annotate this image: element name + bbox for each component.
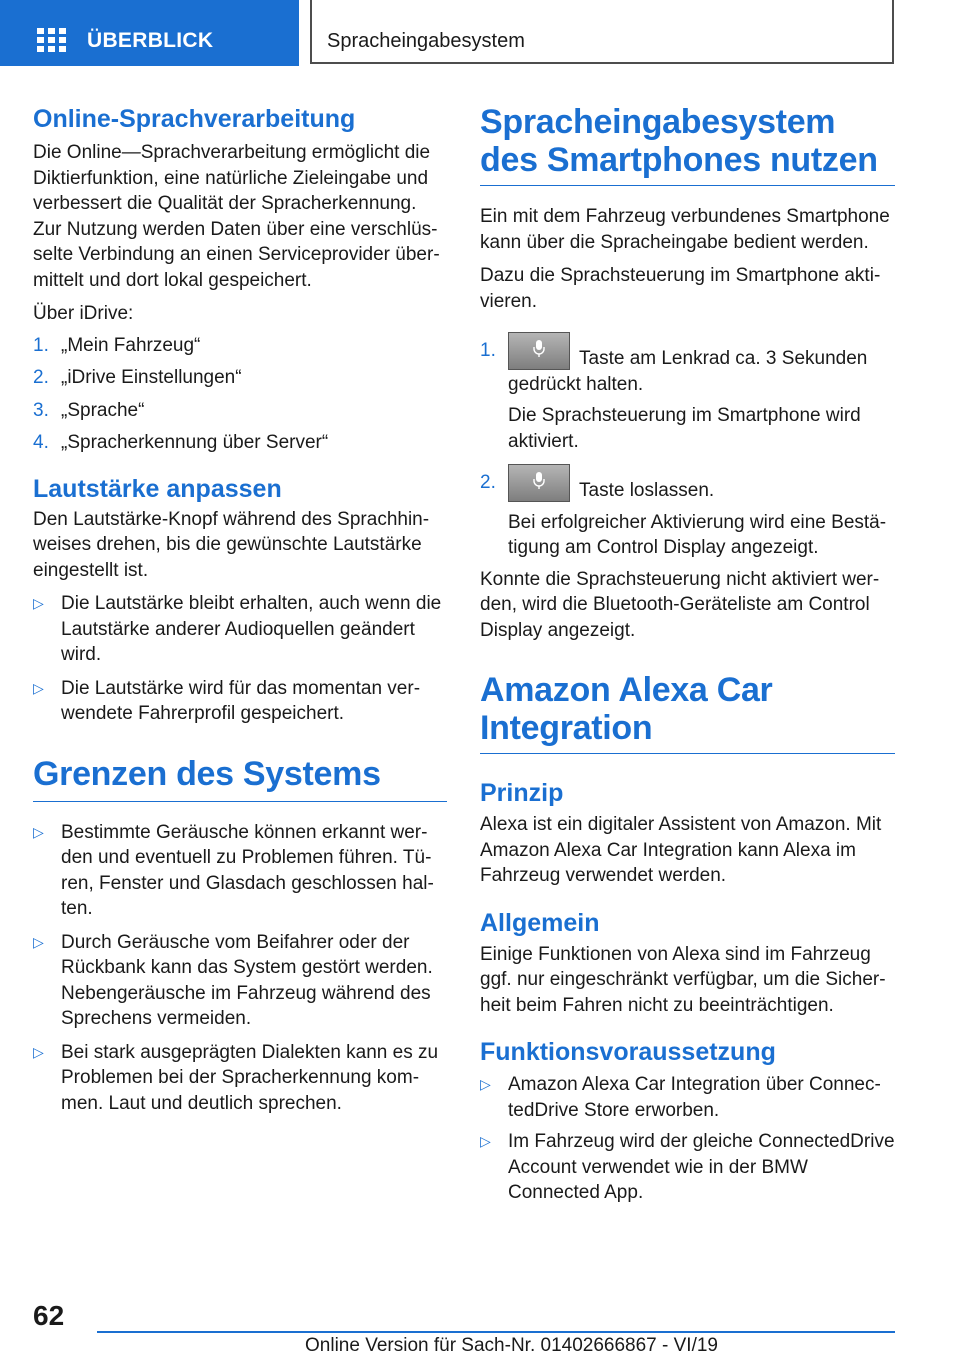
step-subtext: Bei erfolgreicher Aktivierung wird eine Bestätigung am Control Display angezeigt. [508,511,887,558]
left-column [33,95,447,1116]
grid-icon [37,28,67,52]
bullet-text: Die Lautstärke bleibt erhalten, auch wenn die Lautstärke anderer Audioquellen geändert wird. [61,593,442,665]
volume-body: Den Lautstärke-Knopf während des Sprachhinweises drehen, bis die gewünschte Lautstärke eingestellt ist. [33,508,430,581]
page-number: 62 [33,1300,65,1331]
step-text: „Mein Fahrzeug“ [61,334,201,356]
bullet-text: Die Lautstärke wird für das momentan verwendete Fahrerprofil gespeichert. [61,677,421,724]
list-item [33,930,447,1032]
topic-tab [310,0,894,64]
step-text: Taste am Lenkrad ca. 3 Sekunden gedrückt halten. [508,348,868,395]
triangle-bullet-icon: ▷ [480,1133,491,1149]
step-number: 2. [33,367,49,388]
microphone-icon [533,472,545,490]
list-item [33,333,447,359]
footer-version-text: Online Version für Sach-Nr. 01402666867 - VI/19 [305,1335,718,1356]
steering-voice-button-image [508,332,570,370]
steering-voice-button-image [508,464,570,502]
section-title-online: Online-Sprachverarbeitung [33,105,356,133]
bullet-text: Bestimmte Geräusche können erkannt werden und eventuell zu Problemen führen. Türen, Fenster und Glasdach geschlossen halten. [61,821,434,919]
requirements-bullets [480,1072,895,1206]
idrive-label: Über iDrive: [33,303,134,324]
list-item [33,1040,447,1117]
triangle-bullet-icon: ▷ [33,823,44,840]
smartphone-intro: Ein mit dem Fahrzeug verbundenes Smartphone kann über die Spracheingabe bedient werden. [480,206,890,253]
limits-bullets [33,820,447,1117]
step-subtext: Die Sprachsteuerung im Smartphone wird aktiviert. [508,405,861,452]
list-item [480,332,895,454]
footer-divider [97,1331,895,1333]
step-text: Taste loslassen. [579,480,715,501]
smartphone-fallback: Konnte die Sprachsteuerung nicht aktiviert werden, wird die Bluetooth-Geräteliste am Control Display angezeigt. [480,568,880,641]
volume-bullets [33,591,447,727]
section-title-principle: Prinzip [480,779,564,807]
step-number: 1. [480,340,496,361]
step-number: 1. [33,334,49,356]
overview-tab-label: ÜBERBLICK [87,29,214,52]
microphone-icon [533,340,545,358]
bullet-text: Bei stark ausgeprägten Dialekten kann es zu Problemen bei der Spracherkennung kommen. Laut und deutlich sprechen. [61,1041,439,1114]
step-text: „Spracherkennung über Server“ [61,432,329,453]
step-number: 2. [480,472,496,493]
section-title-limits: Grenzen des Systems [33,755,447,802]
section-title-alexa: Amazon Alexa Car Integration [480,671,895,754]
smartphone-steps [480,332,895,561]
triangle-bullet-icon: ▷ [33,1043,44,1060]
online-body: Die Online—Sprachverarbeitung ermöglicht die Diktierfunktion, eine natürliche Zieleingabe und verbessert die Qualität der Spracherkennung. Zur Nutzung werden Daten über eine verschlüsselte Verbindung an einen Serviceprovider übermittelt und dort lokal gespeichert. [33,142,440,291]
list-item [33,820,447,922]
list-item [33,365,447,391]
step-number: 4. [33,432,49,453]
step-number: 3. [33,399,49,421]
triangle-bullet-icon: ▷ [33,595,44,611]
section-title-smartphone: Spracheingabesystem des Smartphones nutzen [480,103,895,186]
section-title-general: Allgemein [480,908,600,937]
step-text: „Sprache“ [61,399,145,421]
triangle-bullet-icon: ▷ [33,679,44,696]
bullet-text: Amazon Alexa Car Integration über ConnectedDrive Store erworben. [508,1074,881,1121]
section-title-volume: Lautstärke anpassen [33,474,282,503]
triangle-bullet-icon: ▷ [480,1076,491,1092]
list-item [33,676,447,727]
idrive-steps [33,333,447,456]
list-item [33,430,447,456]
list-item [33,398,447,424]
principle-body: Alexa ist ein digitaler Assistent von Amazon. Mit Amazon Alexa Car Integration kann Alexa im Fahrzeug verwendet werden. [480,814,882,886]
right-column [480,95,895,1206]
list-item [480,1072,895,1123]
list-item [480,464,895,561]
smartphone-activate: Dazu die Sprachsteuerung im Smartphone aktivieren. [480,265,881,312]
overview-tab[interactable] [0,0,299,66]
general-body: Einige Funktionen von Alexa sind im Fahrzeug ggf. nur eingeschränkt verfügbar, um die Sicherheit beim Fahren nicht zu beeinträchtigen. [480,943,886,1016]
bullet-text: Durch Geräusche vom Beifahrer oder der Rückbank kann das System gestört werden. Nebengeräusche im Fahrzeug während des Sprechens vermeiden. [61,931,433,1029]
page-header [0,0,960,66]
section-title-requirements: Funktionsvoraussetzung [480,1038,776,1066]
step-text: „iDrive Einstellungen“ [61,367,242,388]
bullet-text: Im Fahrzeug wird der gleiche ConnectedDrive Account verwendet wie in der BMW Connected App. [508,1131,895,1203]
topic-tab-label: Spracheingabesystem [327,30,525,52]
list-item [33,591,447,668]
triangle-bullet-icon: ▷ [33,933,44,950]
list-item [480,1129,895,1206]
